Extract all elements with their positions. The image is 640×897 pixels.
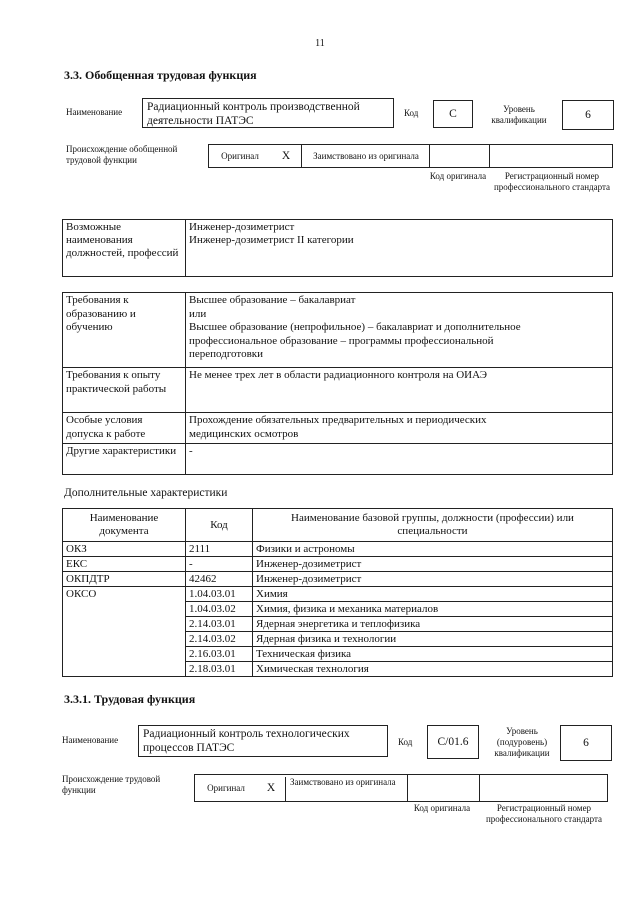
gtf-original-mark: X [281, 150, 291, 162]
experience-value: Не менее трех лет в области радиационного контроля на ОИАЭ [186, 368, 613, 413]
gtf-level-value: 6 [562, 100, 614, 130]
tf-origin-row [194, 774, 608, 802]
tf-level-value: 6 [560, 725, 612, 761]
special-line-1: Прохождение обязательных предварительных и периодических [189, 414, 487, 426]
gtf-original-label: Оригинал [221, 150, 259, 161]
table-row [63, 557, 613, 572]
row-name: Ядерная энергетика и теплофизика [253, 617, 613, 632]
tf-name-label: Наименование [62, 735, 119, 745]
position-1: Инженер-дозиметрист [189, 221, 295, 233]
row-doc: ЕКС [63, 557, 186, 572]
row-name: Химия [253, 587, 613, 602]
row-doc: ОКСО [63, 587, 186, 677]
table-row [63, 587, 613, 602]
extra-header-doc: Наименование документа [63, 509, 186, 542]
tf-code-label: Код [398, 737, 413, 747]
gtf-code-label: Код [404, 108, 419, 118]
other-value: - [186, 444, 613, 475]
tf-level-label: Уровень (подуровень) квалификации [494, 726, 550, 758]
tf-code-orig-cell [407, 775, 480, 801]
education-line-5: переподготовки [189, 348, 263, 360]
gtf-reg-caption: Регистрационный номер профессионального стандарта [493, 171, 611, 192]
table-row [63, 572, 613, 587]
row-code: - [186, 557, 253, 572]
row-doc: ОКЗ [63, 542, 186, 557]
gtf-name-value: Радиационный контроль производственной деятельности ПАТЭС [142, 98, 394, 128]
tf-name-value: Радиационный контроль технологических процессов ПАТЭС [138, 725, 388, 757]
experience-label: Требования к опыту практической работы [63, 368, 186, 413]
gtf-origin-row [208, 144, 613, 168]
tf-code-value: C/01.6 [427, 725, 479, 759]
row-name: Инженер-дозиметрист [253, 572, 613, 587]
row-code: 42462 [186, 572, 253, 587]
row-code: 1.04.03.01 [186, 587, 253, 602]
education-line-2: или [189, 307, 207, 320]
row-code: 2.14.03.02 [186, 632, 253, 647]
special-line-2: медицинских осмотров [189, 427, 299, 440]
row-name: Химия, физика и механика материалов [253, 602, 613, 617]
table-row [63, 542, 613, 557]
gtf-code-orig-caption: Код оригинала [429, 171, 487, 181]
tf-original-mark: X [266, 782, 276, 794]
gtf-reg-cell [489, 145, 614, 167]
tf-heading: 3.3.1. Трудовая функция [64, 692, 196, 706]
row-name: Инженер-дозиметрист [253, 557, 613, 572]
education-values [186, 293, 613, 368]
education-line-1: Высшее образование – бакалавриат [189, 294, 356, 306]
other-label: Другие характеристики [63, 444, 186, 475]
row-code: 2111 [186, 542, 253, 557]
row-name: Физики и астрономы [253, 542, 613, 557]
row-name: Техническая физика [253, 647, 613, 662]
row-doc: ОКПДТР [63, 572, 186, 587]
gtf-code-orig-cell [429, 145, 490, 167]
row-code: 2.16.03.01 [186, 647, 253, 662]
positions-label: Возможные наименования должностей, профессий [63, 220, 186, 277]
extra-header-name: Наименование базовой группы, должности (профессии) или специальности [253, 509, 613, 542]
row-name: Ядерная физика и технологии [253, 632, 613, 647]
tf-borrowed-label: Заимствовано из оригинала [285, 777, 405, 801]
requirements-table [62, 292, 613, 475]
positions-values [186, 220, 613, 277]
tf-code-orig-caption: Код оригинала [413, 803, 471, 813]
gtf-heading: 3.3. Обобщенная трудовая функция [64, 68, 257, 82]
row-code: 1.04.03.02 [186, 602, 253, 617]
extra-table [62, 508, 613, 677]
education-line-4: профессиональное образование – программы профессиональной [189, 334, 494, 347]
education-label: Требования к образованию и обучению [63, 293, 186, 368]
gtf-origin-label: Происхождение обобщенной трудовой функции [66, 144, 178, 165]
education-line-3: Высшее образование (непрофильное) – бакалавриат и дополнительное [189, 321, 521, 333]
gtf-name-label: Наименование [66, 107, 123, 117]
tf-original-label: Оригинал [207, 782, 245, 793]
position-2: Инженер-дозиметрист II категории [189, 234, 354, 246]
gtf-borrowed-label: Заимствовано из оригинала [301, 145, 430, 167]
tf-reg-cell [479, 775, 608, 801]
special-values [186, 413, 613, 444]
page-number: 11 [315, 38, 325, 49]
gtf-code-value: C [433, 100, 473, 128]
positions-table [62, 219, 613, 277]
row-code: 2.14.03.01 [186, 617, 253, 632]
tf-origin-label: Происхождение трудовой функции [62, 774, 161, 795]
row-name: Химическая технология [253, 662, 613, 677]
special-label: Особые условия допуска к работе [63, 413, 186, 444]
extra-title: Дополнительные характеристики [64, 487, 228, 499]
tf-reg-caption: Регистрационный номер профессионального стандарта [485, 803, 603, 824]
extra-header-code: Код [186, 509, 253, 542]
row-code: 2.18.03.01 [186, 662, 253, 677]
gtf-level-label: Уровень квалификации [491, 104, 547, 125]
